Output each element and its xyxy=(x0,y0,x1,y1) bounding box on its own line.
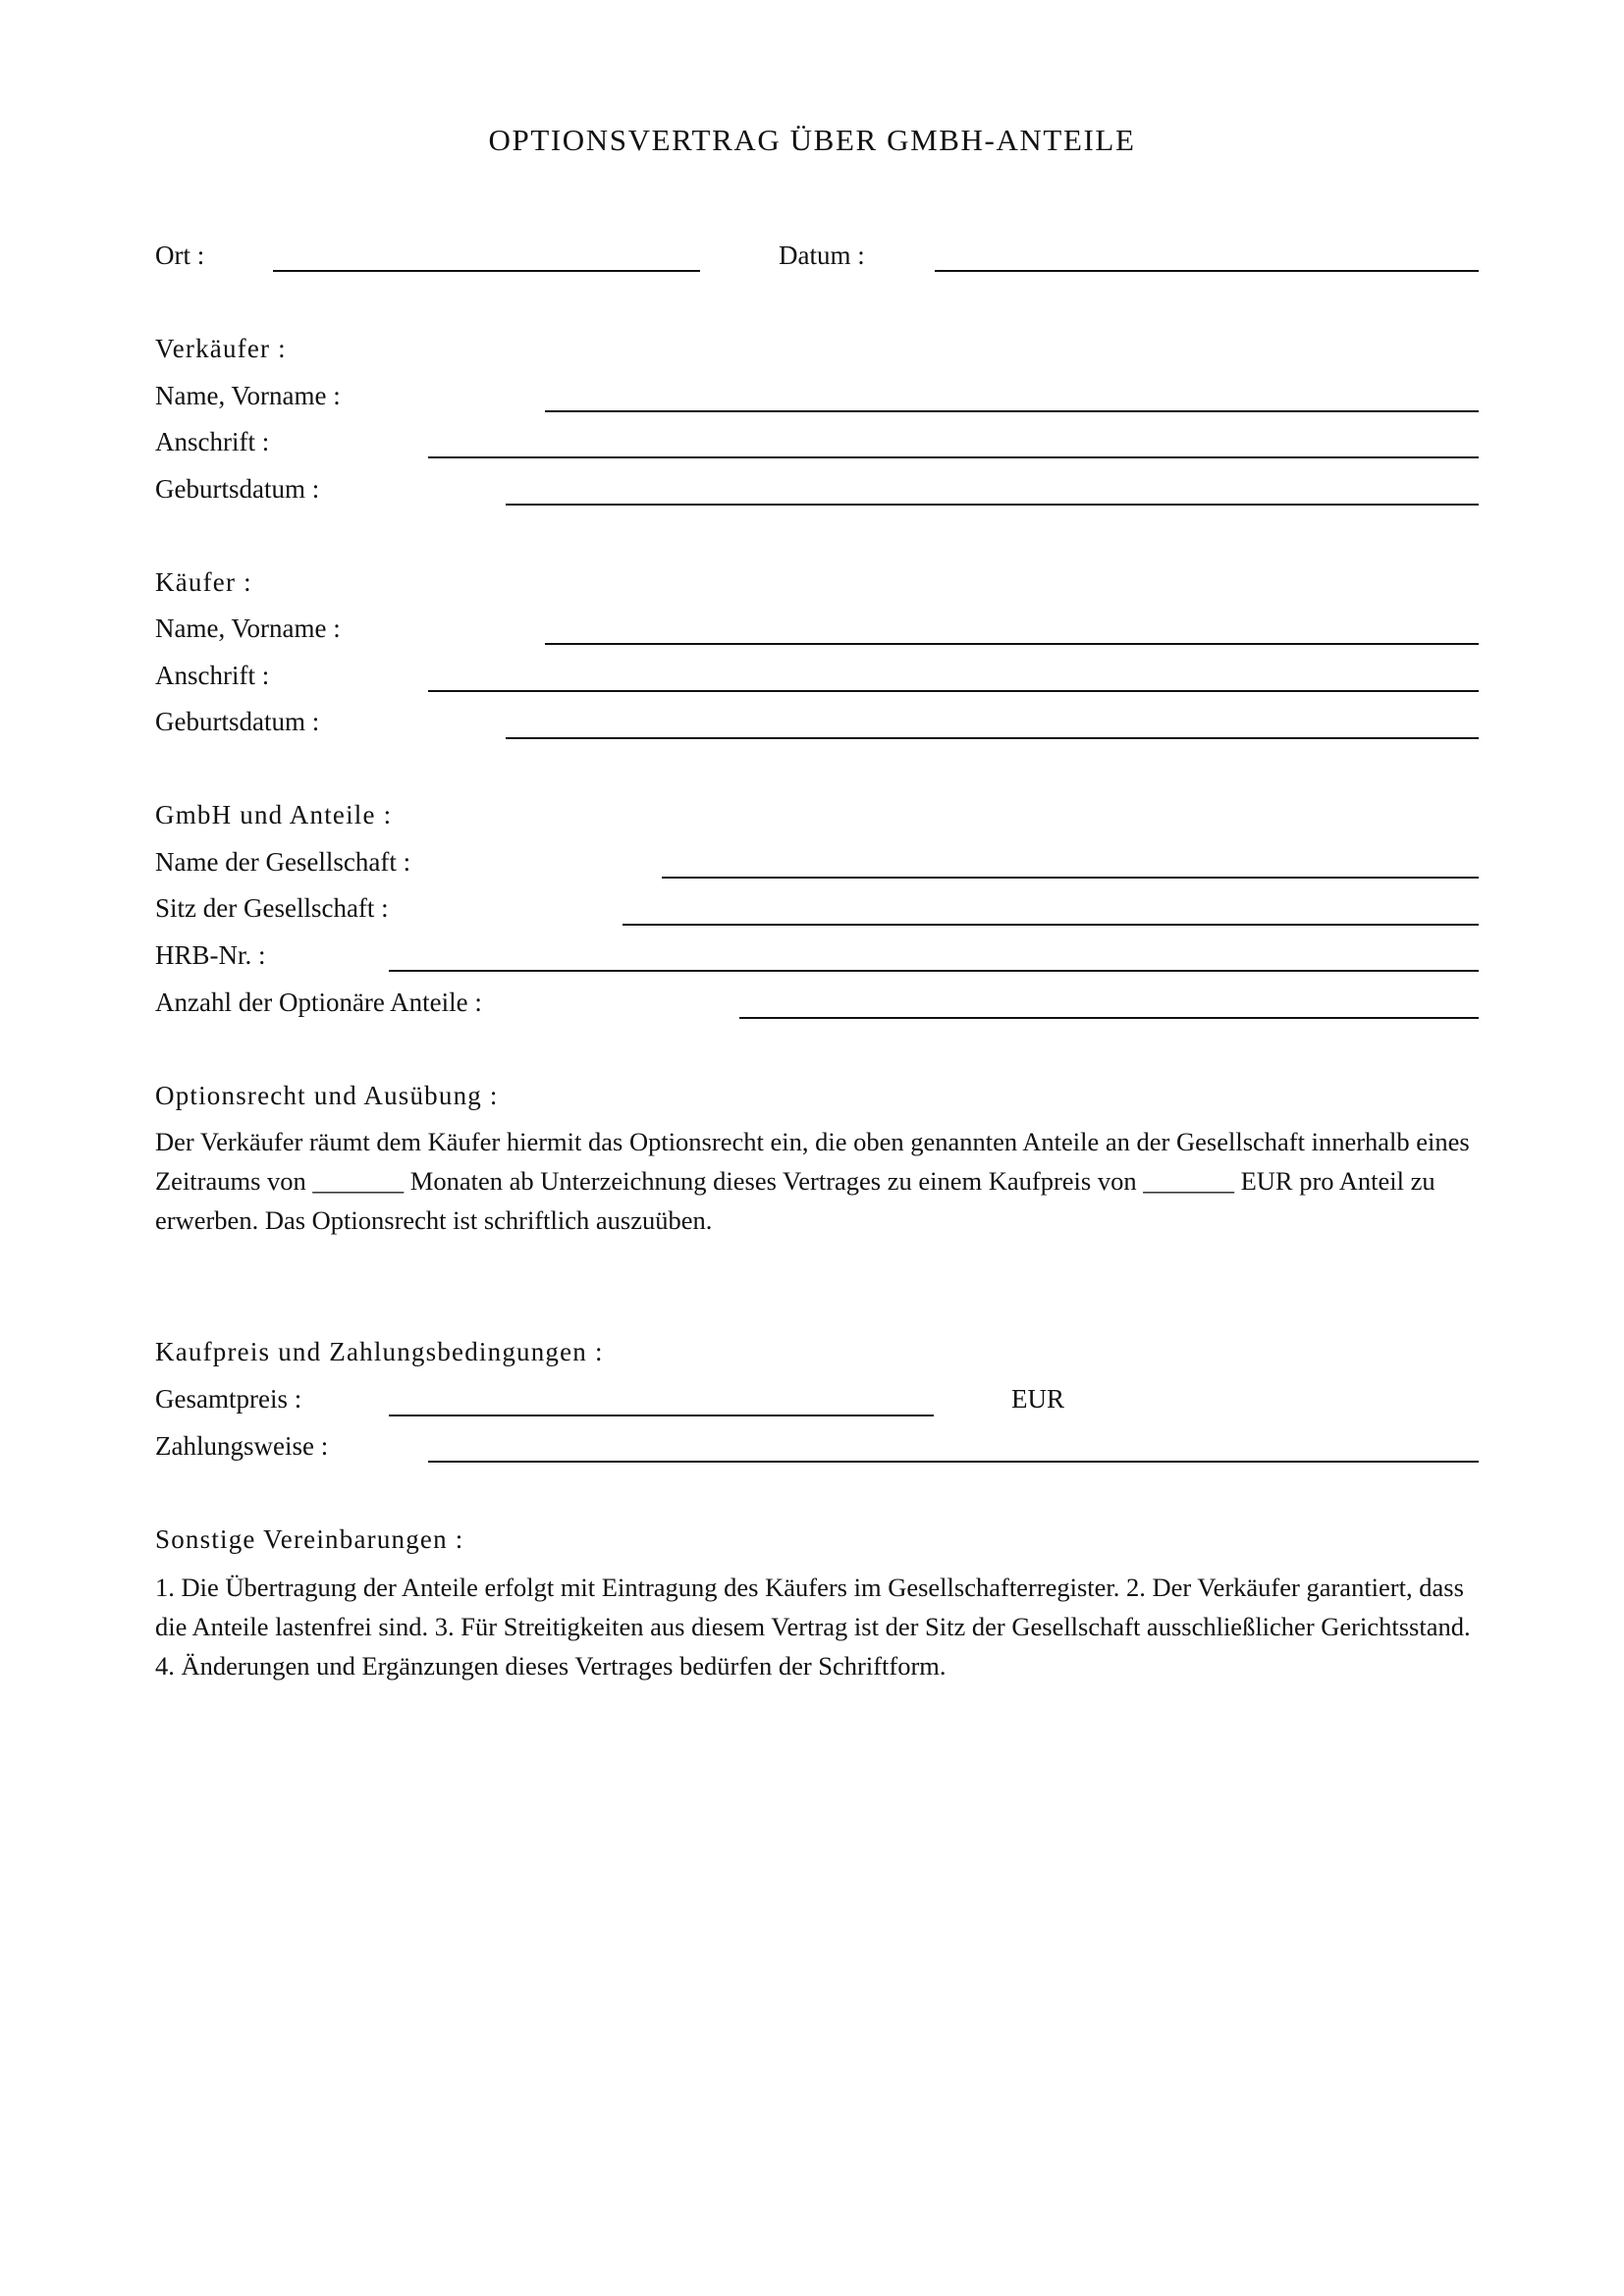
document-title: OPTIONSVERTRAG ÜBER GMBH-ANTEILE xyxy=(488,123,1136,157)
optionsrecht-heading: Optionsrecht und Ausübung : xyxy=(155,1081,499,1110)
zahlungsweise-field[interactable] xyxy=(428,1461,1479,1463)
kaeufer-name-label: Name, Vorname : xyxy=(155,614,341,643)
anzahl-anteile-label: Anzahl der Optionäre Anteile : xyxy=(155,988,482,1017)
ort-field[interactable] xyxy=(273,270,700,272)
gesellschaft-sitz-field[interactable] xyxy=(623,924,1479,926)
verkaeufer-name-label: Name, Vorname : xyxy=(155,381,341,410)
sonstige-text: 1. Die Übertragung der Anteile erfolgt mit Eintragung des Käufers im Gesellschafterregister. 2. Der Verkäufer garantiert, dass die Anteile lastenfrei sind. 3. Für Streitigkeiten aus diesem Vertrag ist der Sitz der Gesellschaft ausschließlicher Gerichtsstand. 4. Änderungen und Ergänzungen dieses Vertrages bedürfen der Schriftform. xyxy=(155,1573,1471,1681)
gesamtpreis-label: Gesamtpreis : xyxy=(155,1384,302,1414)
verkaeufer-anschrift-field[interactable] xyxy=(428,456,1479,458)
kaufpreis-heading: Kaufpreis und Zahlungsbedingungen : xyxy=(155,1337,604,1366)
currency-label: EUR xyxy=(1011,1384,1064,1414)
datum-label: Datum : xyxy=(779,240,865,270)
gesellschaft-sitz-label: Sitz der Gesellschaft : xyxy=(155,893,389,923)
verkaeufer-anschrift-label: Anschrift : xyxy=(155,427,270,456)
kaeufer-geburtsdatum-label: Geburtsdatum : xyxy=(155,707,320,736)
gmbh-heading: GmbH und Anteile : xyxy=(155,800,393,829)
sonstige-heading: Sonstige Vereinbarungen : xyxy=(155,1524,464,1554)
gesellschaft-name-label: Name der Gesellschaft : xyxy=(155,847,411,877)
hrb-nr-label: HRB-Nr. : xyxy=(155,940,266,970)
anzahl-anteile-field[interactable] xyxy=(739,1017,1479,1019)
zahlungsweise-label: Zahlungsweise : xyxy=(155,1431,329,1461)
kaeufer-geburtsdatum-field[interactable] xyxy=(506,737,1479,739)
ort-label: Ort : xyxy=(155,240,205,270)
datum-field[interactable] xyxy=(935,270,1479,272)
kaeufer-name-field[interactable] xyxy=(545,643,1479,645)
kaeufer-heading: Käufer : xyxy=(155,567,252,597)
verkaeufer-geburtsdatum-label: Geburtsdatum : xyxy=(155,474,320,504)
hrb-nr-field[interactable] xyxy=(389,970,1479,972)
gesamtpreis-field[interactable] xyxy=(389,1415,934,1416)
verkaeufer-heading: Verkäufer : xyxy=(155,334,287,363)
kaeufer-anschrift-field[interactable] xyxy=(428,690,1479,692)
gesellschaft-name-field[interactable] xyxy=(662,877,1479,879)
verkaeufer-geburtsdatum-field[interactable] xyxy=(506,504,1479,506)
optionsrecht-text: Der Verkäufer räumt dem Käufer hiermit das Optionsrecht ein, die oben genannten Anteile an der Gesellschaft innerhalb eines Zeitraums von _______ Monaten ab Unterzeichnung dieses Vertrages zu einem Kaufpreis von _______ EUR pro Anteil zu erwerben. Das Optionsrecht ist schriftlich auszuüben. xyxy=(155,1127,1470,1235)
kaeufer-anschrift-label: Anschrift : xyxy=(155,661,270,690)
verkaeufer-name-field[interactable] xyxy=(545,410,1479,412)
